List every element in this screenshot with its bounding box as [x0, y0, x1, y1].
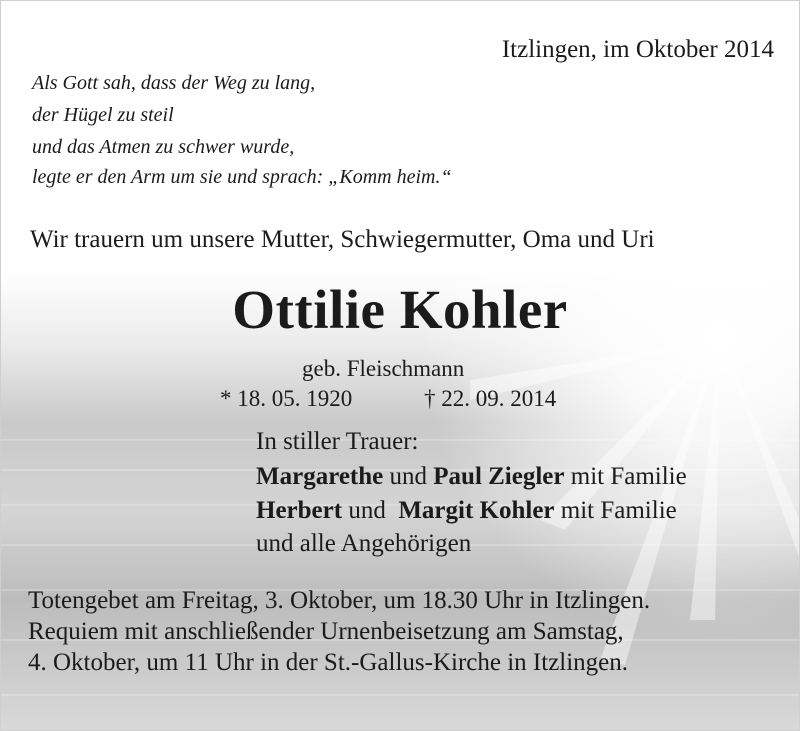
poem-line: Als Gott sah, dass der Weg zu lang,: [32, 72, 316, 94]
service-info-line: Requiem mit anschließender Urnenbeisetzung am Samstag,: [28, 618, 624, 645]
conjunction: und: [342, 497, 399, 524]
conjunction: und: [383, 463, 434, 490]
place-date: Itzlingen, im Oktober 2014: [501, 36, 774, 63]
family-suffix: mit Familie: [564, 463, 687, 490]
mourner-name: Margarethe: [256, 463, 384, 490]
other-relatives: und alle Angehörigen: [256, 530, 472, 557]
death-date: † 22. 09. 2014: [424, 386, 557, 411]
mourner-name: Herbert: [256, 497, 343, 524]
mourner-line: [256, 463, 687, 491]
family-suffix: mit Familie: [554, 497, 677, 524]
mourner-name: Margit Kohler: [398, 497, 555, 524]
service-info-line: 4. Oktober, um 11 Uhr in der St.-Gallus-Kirche in Itzlingen.: [28, 649, 629, 676]
service-info-line: Totengebet am Freitag, 3. Oktober, um 18.30 Uhr in Itzlingen.: [28, 587, 651, 614]
mourners-heading: In stiller Trauer:: [256, 428, 419, 455]
maiden-name: geb. Fleischmann: [302, 356, 465, 381]
poem-line: der Hügel zu steil: [32, 104, 174, 126]
mourner-line: [256, 497, 677, 525]
poem-line: und das Atmen zu schwer wurde,: [32, 136, 295, 158]
mourning-intro: Wir trauern um unsere Mutter, Schwiegermutter, Oma und Uri: [30, 226, 655, 253]
poem-line: legte er den Arm um sie und sprach: „Komm heim.“: [32, 166, 452, 188]
birth-date: * 18. 05. 1920: [220, 386, 353, 411]
mourner-name: Paul Ziegler: [433, 463, 565, 490]
deceased-name: Ottilie Kohler: [232, 279, 568, 340]
